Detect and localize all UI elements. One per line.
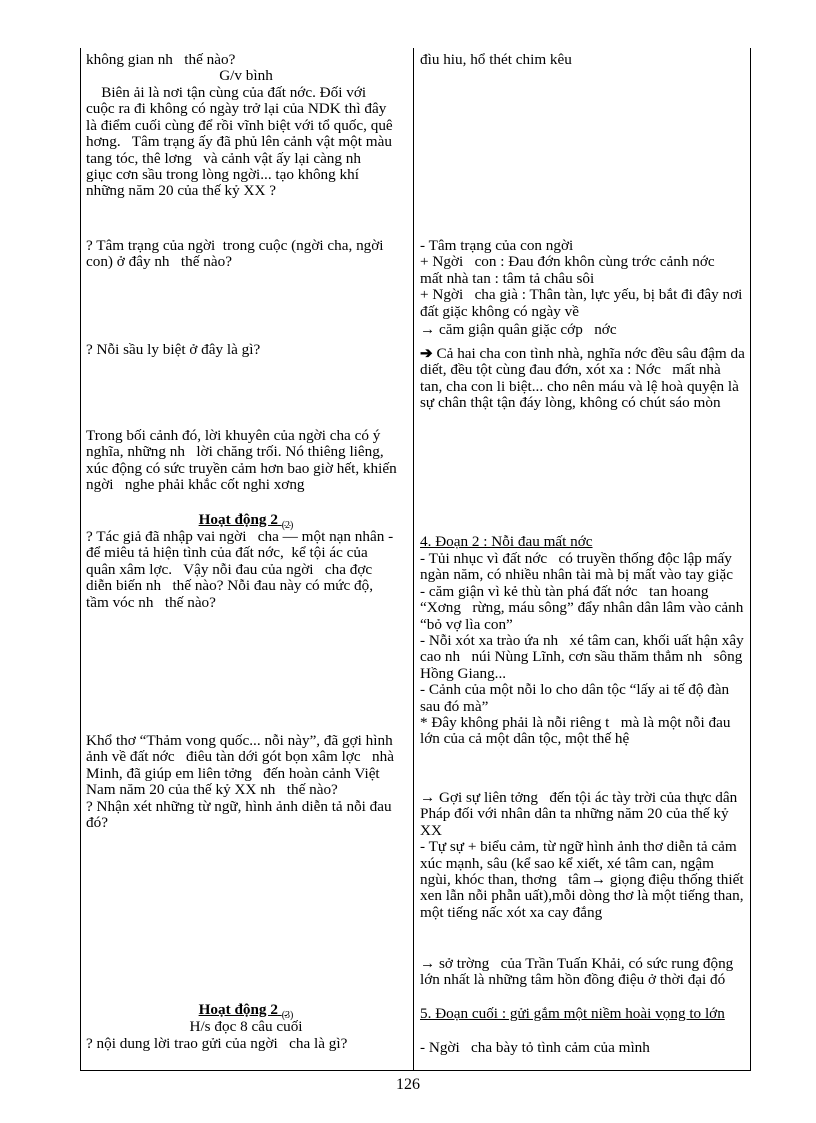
reading-instruction: H/s đọc 8 câu cuối	[189, 1018, 303, 1035]
arrow-icon: →	[420, 789, 436, 806]
left-question-space: không gian nh thế nào?	[86, 51, 236, 68]
question-mood: ? Tâm trạng của ngời trong cuộc (ngời cha, ngời con) ở đây nh thế nào?	[86, 237, 392, 271]
column-divider	[413, 48, 414, 1070]
teacher-commentary: Biên ải là nơi tận cùng của đất nớc. Đối với cuộc ra đi không có ngày trở lại của NDK thì đây là điểm cuối cùng để rồi vĩnh biệt với tổ quốc, quê hơng. Tâm trạng ấy đã phủ lên cảnh vật một màu tang tóc, thê lơng và cảnh vật ấy lại càng nh giục cơn sầu trong lòng ngời... tạo không khí những năm 20 của thế kỷ XX ?	[86, 84, 397, 200]
bold-arrow-icon: ➔	[420, 345, 433, 362]
author-strength: → sở trờng của Trần Tuấn Khải, có sức rung động lớn nhất là những tâm hồn đồng điệu ở thời đại đó	[420, 955, 738, 989]
activity-heading-3: Hoạt động 2 $_{(3)}$	[198, 1001, 294, 1022]
question-stanza: Khổ thơ “Thảm vong quốc... nỗi này”, đã gợi hình ảnh về đất nớc điêu tàn dới gót bọn xâm lợc nhà Minh, đã giúp em liên tởng đến hoàn cảnh Việt Nam năm 20 của thế kỷ XX nh thế nào? ? Nhận xét những từ ngữ, hình ảnh diễn tả nỗi đau đó?	[86, 732, 394, 832]
family-conclusion: ➔ Cả hai cha con tình nhà, nghĩa nớc đều sâu đậm da diết, đều tột cùng đau đớn, xót xa : Nớc mất nhà tan, cha con li biệt... cho nên máu và lệ hoà quyện là sự chân thật tận đáy lòng, không có chút sáo mòn	[420, 345, 749, 412]
section-heading-4: 4. Đoạn 2 : Nỗi đau mất nớc	[420, 533, 593, 550]
question-final: ? nội dung lời trao gửi của ngời cha là gì?	[86, 1035, 348, 1052]
activity-heading-2: Hoạt động 2 $_{(2)}$	[198, 511, 294, 532]
question-pain: ? Tác giả đã nhập vai ngời cha — một nạn nhân - để miêu tả hiện tình của đất nớc, kể tội ác của quân xâm lợc. Vậy nỗi đau của ngời cha đợc diễn biến nh thế nào? Nỗi đau này có mức độ, tầm vóc nh thế nào?	[86, 528, 397, 611]
anger-line: → căm giận quân giặc cớp nớc	[420, 321, 617, 338]
arrow-icon: →	[420, 955, 436, 972]
mood-analysis: - Tâm trạng của con ngời + Ngời con : Đau đớn khôn cùng trớc cảnh nớc mất nhà tan : tâm tả châu sôi + Ngời cha già : Thân tàn, lực yếu, bị bắt đi đây nơi đất giặc không có ngày về	[420, 237, 743, 320]
context-note: Trong bối cảnh đó, lời khuyên của ngời cha có ý nghĩa, những nh lời chăng trối. Nó thiêng liêng, xúc động có sức truyền cảm hơn bao giờ hết, khiến ngời nghe phải khắc cốt nghi xơng	[86, 427, 401, 494]
father-feelings: - Ngời cha bày tỏ tình cảm của mình	[420, 1039, 650, 1056]
question-sorrow: ? Nỗi sầu ly biệt ở đây là gì?	[86, 341, 261, 358]
arrow-icon: →	[420, 321, 436, 338]
right-scenery: đìu hiu, hổ thét chim kêu	[420, 51, 572, 68]
page-number: 126	[396, 1076, 420, 1093]
pain-analysis: - Tủi nhục vì đất nớc có truyền thống độc lập mấy ngàn năm, có nhiều nhân tài mà bị mất vào tay giặc - căm giận vì kẻ thù tàn phá đất nớc tan hoang “Xơng rừng, máu sông” đẩy nhân dân lâm vào cảnh “bỏ vợ lìa con” - Nỗi xót xa trào ứa nh xé tâm can, khối uất hận xây cao nh núi Nùng Lĩnh, cơn sầu thăm thẳm nh sông Hồng Giang... - Cảnh của một nỗi lo cho dân tộc “lấy ai tế độ đàn sau đó mà” * Đây không phải là nỗi riêng t mà là một nỗi đau lớn của cả một dân tộc, một thế hệ	[420, 550, 744, 748]
association-analysis: → Gợi sự liên tởng đến tội ác tày trời của thực dân Pháp đối với nhân dân ta những năm 20 của thế kỷ XX - Tự sự + biểu cảm, từ ngữ hình ảnh thơ diễn tả cảm xúc mạnh, sâu (kể sao kể xiết, xé tâm can, ngậm ngùi, khóc than, thơng tâm→ giọng điệu thống thiết xen lẫn nỗi phẫn uất),mỗi dòng thơ là một tiếng than, một tiếng nấc xót xa cay đắng	[420, 789, 748, 921]
arrow-icon: →	[590, 871, 607, 889]
section-heading-5: 5. Đoạn cuối : gửi gắm một niềm hoài vọng to lớn	[420, 1005, 725, 1022]
teacher-comment-label: G/v bình	[219, 67, 273, 84]
